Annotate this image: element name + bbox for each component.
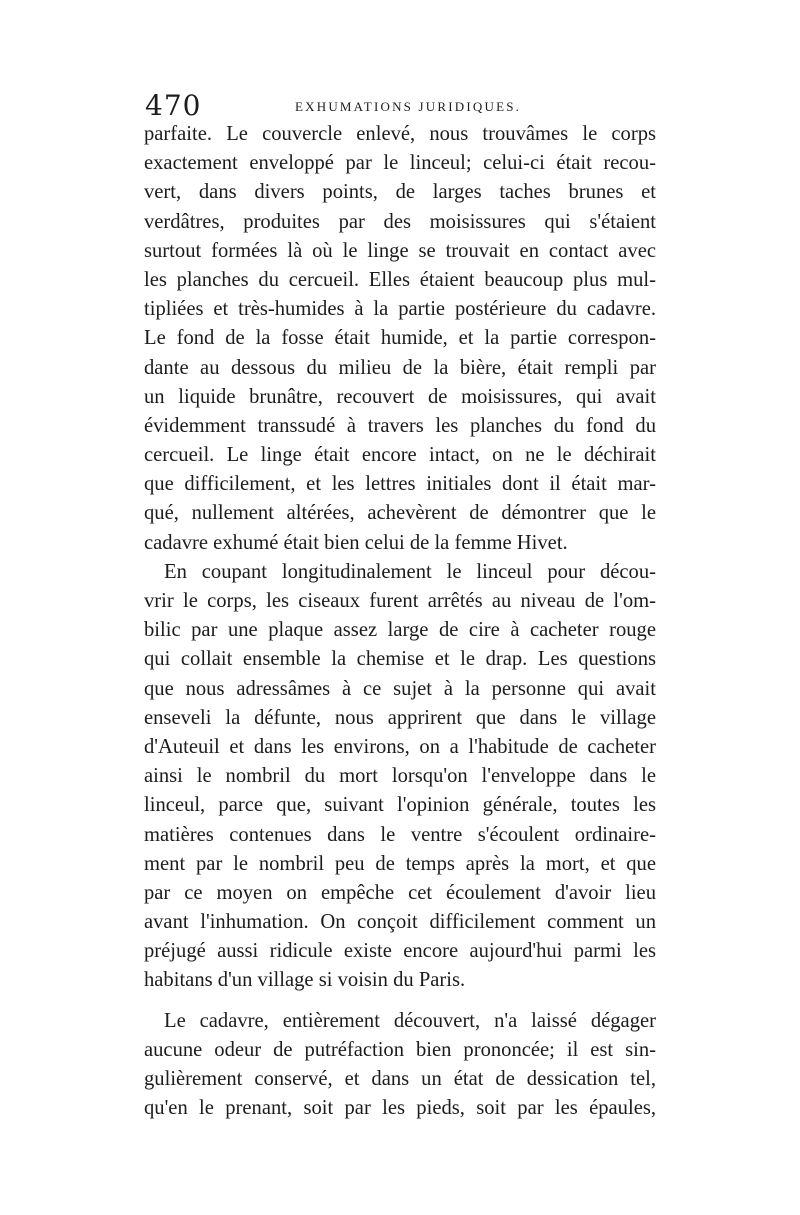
text-line: avant l'inhumation. On conçoit difficilement comment un bbox=[144, 911, 656, 934]
text-line: les planches du cercueil. Elles étaient beaucoup plus mul- bbox=[144, 268, 656, 291]
text-line: surtout formées là où le linge se trouvait en contact avec bbox=[144, 239, 656, 262]
text-line: vrir le corps, les ciseaux furent arrêtés au niveau de l'om- bbox=[144, 590, 656, 612]
text-line: bilic par une plaque assez large de cire à cacheter rouge bbox=[144, 619, 656, 642]
text-line: dante au dessous du milieu de la bière, était rempli par bbox=[144, 356, 656, 379]
text-line: un liquide brunâtre, recouvert de moisissures, qui avait bbox=[144, 385, 656, 408]
text-line: matières contenues dans le ventre s'écoulent ordinaire- bbox=[144, 823, 656, 846]
text-line: Le cadavre, entièrement découvert, n'a laissé dégager bbox=[164, 1009, 656, 1032]
text-line: qu'en le prenant, soit par les pieds, soit par les épaules, bbox=[144, 1097, 656, 1120]
text-line: évidemment transsudé à travers les planches du fond du bbox=[144, 414, 656, 437]
text-line: enseveli la défunte, nous apprirent que dans le village bbox=[144, 706, 656, 729]
body-text bbox=[144, 120, 656, 1123]
text-line: tipliées et très-humides à la partie postérieure du cadavre. bbox=[144, 298, 656, 321]
text-line: d'Auteuil et dans les environs, on a l'habitude de cacheter bbox=[144, 735, 656, 758]
text-line: En coupant longitudinalement le linceul pour décou- bbox=[164, 560, 656, 583]
text-line: parfaite. Le couvercle enlevé, nous trouvâmes le corps bbox=[144, 123, 656, 145]
text-line: qui collait ensemble la chemise et le drap. Les questions bbox=[144, 648, 656, 671]
text-line: verdâtres, produites par des moisissures qui s'étaient bbox=[144, 210, 656, 233]
text-line: que nous adressâmes à ce sujet à la personne qui avait bbox=[144, 677, 656, 700]
page-number: 470 bbox=[145, 89, 202, 122]
text-line: exactement enveloppé par le linceul; celui-ci était recou- bbox=[144, 152, 656, 175]
text-line: cadavre exhumé était bien celui de la femme Hivet. bbox=[144, 531, 568, 554]
text-line: que difficilement, et les lettres initiales dont il était mar- bbox=[144, 473, 656, 496]
text-line: aucune odeur de putréfaction bien prononcée; il est sin- bbox=[144, 1038, 656, 1061]
text-line: habitans d'un village si voisin du Paris. bbox=[144, 969, 466, 992]
text-line: préjugé aussi ridicule existe encore aujourd'hui parmi les bbox=[144, 940, 656, 963]
text-line: qué, nullement altérées, achevèrent de démontrer que le bbox=[144, 502, 656, 525]
text-line: vert, dans divers points, de larges taches brunes et bbox=[144, 181, 656, 204]
running-title: EXHUMATIONS JURIDIQUES. bbox=[295, 99, 522, 114]
text-line: ment par le nombril peu de temps après la mort, et que bbox=[144, 852, 656, 875]
text-line: ainsi le nombril du mort lorsqu'on l'enveloppe dans le bbox=[144, 765, 656, 788]
text-line: cercueil. Le linge était encore intact, on ne le déchirait bbox=[144, 444, 656, 467]
text-line: gulièrement conservé, et dans un état de dessication tel, bbox=[144, 1068, 656, 1090]
paragraph-gap bbox=[144, 996, 656, 1007]
text-line: linceul, parce que, suivant l'opinion générale, toutes les bbox=[144, 794, 656, 817]
text-line: Le fond de la fosse était humide, et la partie correspon- bbox=[144, 327, 656, 350]
text-line: par ce moyen on empêche cet écoulement d'avoir lieu bbox=[144, 881, 656, 904]
